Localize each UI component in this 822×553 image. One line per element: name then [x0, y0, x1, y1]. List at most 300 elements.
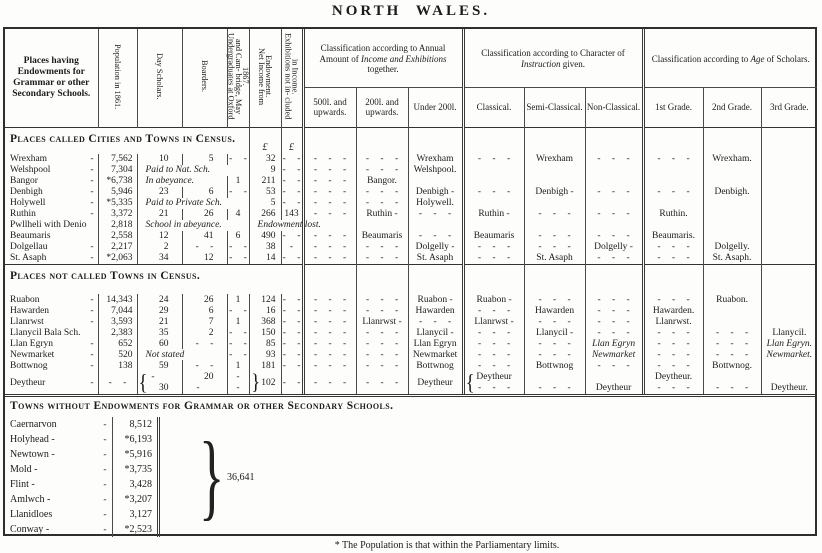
cell: - - - [408, 316, 463, 327]
cell [703, 220, 761, 231]
cell [703, 231, 761, 242]
cell: 143 [281, 209, 303, 220]
cell [761, 209, 817, 220]
table-row [5, 220, 817, 231]
place-name-label: Holywell [10, 198, 46, 208]
cell: - - - [643, 187, 703, 198]
place-name: Bangor - [10, 176, 94, 186]
subheader-non-classical: Non-Classical. [585, 87, 643, 127]
cell: - - - [585, 209, 643, 220]
cell: - - - [303, 154, 356, 165]
cell: 24 [137, 294, 182, 305]
cell [463, 220, 524, 231]
cell [761, 294, 817, 305]
cell: - - - [303, 231, 356, 242]
cell [703, 165, 761, 176]
cell: - - - [585, 231, 643, 242]
place-name-label: Conway - [10, 524, 50, 535]
cell [303, 128, 356, 154]
place-name: St. Asaph - [10, 253, 94, 263]
cell: 14 [249, 253, 281, 264]
table-row [5, 371, 817, 394]
cell: Newmarket. [761, 349, 817, 360]
population-value: 14,343 [98, 294, 137, 305]
dash-leader: - [103, 524, 107, 535]
cell: - - [281, 187, 303, 198]
cell: 20 - [182, 371, 227, 394]
cell: - - - [585, 294, 643, 305]
cell: 26 [182, 209, 227, 220]
cell: - - - [303, 253, 356, 264]
cell: Newmarket [585, 349, 643, 360]
place-name-label: Llan Egryn [10, 338, 54, 349]
cell: 38 [249, 242, 281, 253]
cell: - - - [643, 349, 703, 360]
place-name-label: Bangor [10, 176, 38, 186]
cell: - - - [356, 198, 408, 209]
cell: Llanycil - [524, 327, 585, 338]
cell: - - - [524, 231, 585, 242]
cell [585, 128, 643, 154]
cell: - - - [703, 349, 761, 360]
place-name-label: Ruabon [10, 294, 40, 305]
cell: Llan Egryn [585, 338, 643, 349]
place-name-label: Mold - [10, 464, 38, 475]
cell: 93 [249, 349, 281, 360]
dash-leader: - [103, 449, 107, 460]
cell: Deytheur - - - { [463, 371, 524, 394]
place-name-label: Denbigh [10, 187, 43, 197]
cell: - - - [585, 360, 643, 371]
cell: - - - [463, 305, 524, 316]
section-heading: Places not called Towns in Census. [10, 269, 201, 282]
cell: - - - [463, 187, 524, 198]
cell: - - [227, 327, 249, 338]
cell: 266 [249, 209, 281, 220]
place-name-label: Dolgellau [10, 242, 48, 252]
cell: Llanycil. [761, 327, 817, 338]
place-name-label: Holyhead - [10, 434, 55, 445]
cell: - - [281, 305, 303, 316]
cell: In abeyance. [137, 176, 227, 187]
cell: - - - [524, 338, 585, 349]
cell: Bangor. [356, 176, 408, 187]
cell: St. Asaph [408, 253, 463, 264]
cell: - - [227, 349, 249, 360]
cell: Deytheur [585, 371, 643, 394]
cell: - - - [463, 154, 524, 165]
footnote: * The Population is that within the Parliamentary limits. [334, 540, 560, 551]
cell [703, 264, 761, 294]
cell: Bottwnog [524, 360, 585, 371]
cell [761, 264, 817, 294]
table-row [5, 209, 817, 220]
population-value: 7,044 [98, 305, 137, 316]
cell: - - - [585, 327, 643, 338]
place-name-label: Newtown - [10, 449, 55, 460]
population-value: *5,916 [112, 447, 160, 462]
cell: - - - [524, 209, 585, 220]
cell: 1 [227, 360, 249, 371]
cell: 59 [137, 360, 182, 371]
cell: 368 [249, 316, 281, 327]
cell: - - - [303, 338, 356, 349]
cell: 16 [249, 305, 281, 316]
cell: - - - [356, 253, 408, 264]
group-header-instruction: Classification according to Character of Instruction given. [463, 29, 643, 87]
population-value: 2,383 [98, 327, 137, 338]
subheader-semi-classical: Semi-Classical. [524, 87, 585, 127]
cell: - - - [524, 294, 585, 305]
table-row [5, 316, 817, 327]
cell: 21 [137, 209, 182, 220]
col-header-places: Places having Endowments for Grammar or other Secondary Schools. [12, 55, 91, 99]
cell: Hawarden [408, 305, 463, 316]
cell: 124 [249, 294, 281, 305]
subheader-500-upwards: 500l. and upwards. [303, 87, 356, 127]
cell: St. Asaph [524, 253, 585, 264]
place-name: Dolgellau - [10, 242, 94, 252]
section-heading-row [5, 264, 817, 294]
place-name [5, 220, 98, 231]
table-header [5, 29, 817, 128]
place-name-label: Bottwnog [10, 360, 48, 371]
cell: - - - [303, 198, 356, 209]
cell: - - [281, 316, 303, 327]
cell: - - - [643, 338, 703, 349]
table-row [5, 231, 817, 242]
table-row [5, 305, 817, 316]
population-value: *3,207 [112, 492, 160, 507]
section-places-not-called-towns [5, 264, 817, 395]
col-header-day-scholars: Day Scholars. [137, 29, 182, 127]
cell [408, 264, 463, 294]
cell: Llanrwst. [643, 316, 703, 327]
cell: 29 [137, 305, 182, 316]
cell: - - - [356, 371, 408, 394]
table-row [5, 294, 817, 305]
cell: - - - [303, 316, 356, 327]
cell [524, 220, 585, 231]
cell: 26 [182, 294, 227, 305]
cell [643, 220, 703, 231]
cell: 32 [249, 154, 281, 165]
cell: - - - [585, 154, 643, 165]
cell: - - - [524, 349, 585, 360]
currency-symbol: £ [249, 128, 281, 154]
place-name: Ruthin - [10, 209, 94, 219]
cell [463, 128, 524, 154]
table-row [5, 242, 817, 253]
table-row [5, 154, 817, 165]
brace-icon: { [465, 371, 475, 396]
table-row [5, 187, 817, 198]
cell: - - [281, 165, 303, 176]
table-row [5, 176, 817, 187]
cell: - - - [356, 242, 408, 253]
cell: 1 [227, 176, 249, 187]
cell: - - - [703, 327, 761, 338]
population-value: 3,372 [98, 209, 137, 220]
cell: Wrexham [408, 154, 463, 165]
cell [761, 128, 817, 154]
place-name-label: Llanidloes [10, 509, 53, 520]
population-value: *6,193 [112, 432, 160, 447]
cell: - - - [643, 154, 703, 165]
cell: } 102 [249, 371, 281, 394]
population-value: 3,428 [112, 477, 160, 492]
cell: - - - [585, 316, 643, 327]
place-name-label: Beaumaris [10, 231, 51, 241]
cell: 2 [182, 327, 227, 338]
section3-population-total: 36,641 [227, 471, 255, 483]
cell: - - - [463, 360, 524, 371]
place-name: Wrexham - [10, 154, 94, 164]
cell: - - - [643, 242, 703, 253]
place-name: Llanrwst - [10, 316, 94, 327]
cell: - - [281, 198, 303, 209]
list-item [10, 447, 195, 462]
cell: - - [227, 305, 249, 316]
cell: Wrexham [524, 154, 585, 165]
cell: Bottwnog. [703, 360, 761, 371]
population-value: 7,562 [98, 154, 137, 165]
cell: Denbigh - [524, 187, 585, 198]
cell: Dolgelly. [703, 242, 761, 253]
table-row [5, 360, 817, 371]
population-value: 2,818 [98, 220, 137, 231]
cell: - - [281, 294, 303, 305]
cell: - - - [303, 209, 356, 220]
cell [643, 198, 703, 209]
table-row [5, 338, 817, 349]
cell: 7 [182, 316, 227, 327]
cell [761, 187, 817, 198]
place-name-label: Llanycil Bala Sch. [10, 327, 81, 338]
cell [761, 253, 817, 264]
cell: - - - [463, 349, 524, 360]
list-item [10, 432, 195, 447]
cell: 5 [182, 154, 227, 165]
cell: Llanycil - [408, 327, 463, 338]
cell: - - - [643, 294, 703, 305]
cell [585, 165, 643, 176]
cell: 41 [182, 231, 227, 242]
cell: 6 [182, 305, 227, 316]
population-value: 2,558 [98, 231, 137, 242]
cell: - - - [303, 176, 356, 187]
place-name-label: Deytheur [10, 377, 46, 388]
list-item [10, 492, 195, 507]
cell: Dolgelly - [408, 242, 463, 253]
cell [761, 165, 817, 176]
cell: Beaumaris. [643, 231, 703, 242]
cell: - - [281, 338, 303, 349]
list-item [10, 522, 195, 537]
cell [761, 305, 817, 316]
population-value: 7,304 [98, 165, 137, 176]
cell: - - [227, 242, 249, 253]
cell: - - [281, 176, 303, 187]
cell [303, 264, 356, 294]
cell: - - - [303, 242, 356, 253]
subheader-1st-grade: 1st Grade. [643, 87, 703, 127]
cell: 2 [137, 242, 182, 253]
list-item [10, 417, 195, 432]
cell [643, 176, 703, 187]
cell: - - - [356, 187, 408, 198]
cell: Llan Egryn. [761, 338, 817, 349]
table-row [5, 253, 817, 264]
place-name-label: St. Asaph [10, 253, 47, 263]
cell [463, 198, 524, 209]
group-header-age: Classification according to Age of Scholars. [643, 29, 817, 87]
place-name: Denbigh - [10, 187, 94, 197]
cell: - - - [356, 327, 408, 338]
cell [703, 176, 761, 187]
cell [761, 176, 817, 187]
cell: 85 [249, 338, 281, 349]
place-name-label: Pwllheli with Denio [10, 220, 87, 230]
place-name-label: Llanrwst [10, 316, 44, 327]
cell: 150 [249, 327, 281, 338]
place-name: Bottwnog - [10, 360, 94, 371]
cell: - - - [585, 187, 643, 198]
cell [463, 264, 524, 294]
cell: - - - [303, 371, 356, 394]
cell [524, 128, 585, 154]
table-row [5, 198, 817, 209]
cell: - - - [524, 242, 585, 253]
dash-leader: - [103, 479, 107, 490]
population-value: *2,523 [112, 522, 160, 537]
cell: Welshpool. [408, 165, 463, 176]
place-name: Ruabon - [10, 294, 94, 305]
page-title: NORTH WALES. [331, 3, 491, 19]
cell: 1 [227, 294, 249, 305]
cell [356, 128, 408, 154]
subheader-200-upwards: 200l. and upwards. [356, 87, 408, 127]
cell [761, 231, 817, 242]
cell: - - - [303, 165, 356, 176]
cell: - - - [643, 360, 703, 371]
cell: Denbigh - [408, 187, 463, 198]
cell: Holywell. [408, 198, 463, 209]
cell [703, 209, 761, 220]
cell: - - - [524, 316, 585, 327]
population-value: *5,335 [98, 198, 137, 209]
col-header-net-income: Net Income from Endowment. [249, 29, 281, 127]
col-header-exhibitions: Exhibitions not in- cluded in Income. [281, 29, 303, 127]
population-value: 652 [98, 338, 137, 349]
brace-icon: { [138, 371, 148, 396]
cell: Dolgelly - [585, 242, 643, 253]
cell: - - - [703, 338, 761, 349]
cell: Hawarden. [643, 305, 703, 316]
cell: - - - [463, 242, 524, 253]
place-name-label: Caernarvon [10, 419, 57, 430]
cell: Paid to Private Sch. [137, 198, 249, 209]
cell: 35 [137, 327, 182, 338]
cell [703, 305, 761, 316]
cell: Ruabon - [408, 294, 463, 305]
cell [524, 165, 585, 176]
cell: - - - [303, 327, 356, 338]
place-name [5, 231, 98, 242]
place-name-label: Wrexham [10, 154, 48, 164]
cell: - - - [356, 349, 408, 360]
place-name: Hawarden - [10, 305, 94, 316]
dash-leader: - [103, 509, 107, 520]
place-name: Newmarket - [10, 349, 94, 360]
cell: - - [281, 360, 303, 371]
dash-leader: - [103, 434, 107, 445]
section-heading: Places called Cities and Towns in Census. [10, 132, 236, 145]
cell [524, 176, 585, 187]
cell: - - - [408, 231, 463, 242]
cell: - - [182, 360, 227, 371]
place-name: Deytheur - [10, 377, 94, 388]
place-name: Llan Egryn - [10, 338, 94, 349]
cell: Bottwnog [408, 360, 463, 371]
population-value: - - [98, 371, 137, 394]
cell: 211 [249, 176, 281, 187]
cell: 60 [137, 338, 182, 349]
cell [761, 220, 817, 231]
cell [761, 242, 817, 253]
cell: Denbigh. [703, 187, 761, 198]
col-header-undergraduates: Undergraduates at Oxford and Cam- bridge, May 1867. [227, 29, 249, 127]
population-value: 8,512 [112, 417, 160, 432]
col-header-boarders: Boarders. [182, 29, 227, 127]
cell [524, 198, 585, 209]
cell: 1 [227, 316, 249, 327]
cell [643, 128, 703, 154]
cell: - - - [703, 371, 761, 394]
cell: - - - [463, 327, 524, 338]
cell: Wrexham. [703, 154, 761, 165]
col-header-population: Population in 1861. [98, 29, 137, 127]
currency-symbol: £ [281, 128, 303, 154]
cell [703, 316, 761, 327]
cell: Llanrwst - [356, 316, 408, 327]
cell [408, 176, 463, 187]
cell: - - [227, 154, 249, 165]
cell: 21 [137, 316, 182, 327]
cell: 181 [249, 360, 281, 371]
place-name-label: Hawarden [10, 305, 50, 316]
brace-icon: } [199, 422, 225, 529]
cell [356, 220, 408, 231]
cell: - - - [356, 294, 408, 305]
cell: - - - [356, 360, 408, 371]
dash-leader: - [103, 494, 107, 505]
table-row [5, 327, 817, 338]
place-name: Welshpool - [10, 165, 94, 175]
cell: Paid to Nat. Sch. [137, 165, 249, 176]
cell: Llanrwst - [463, 316, 524, 327]
cell: 34 [137, 253, 182, 264]
cell: Ruthin. [643, 209, 703, 220]
cell: - - [227, 187, 249, 198]
cell: - [281, 242, 303, 253]
cell [585, 176, 643, 187]
population-value: 5,946 [98, 187, 137, 198]
cell: - - - [303, 187, 356, 198]
cell: - - [182, 242, 227, 253]
cell: 490 [249, 231, 281, 242]
dash-leader: - [103, 464, 107, 475]
